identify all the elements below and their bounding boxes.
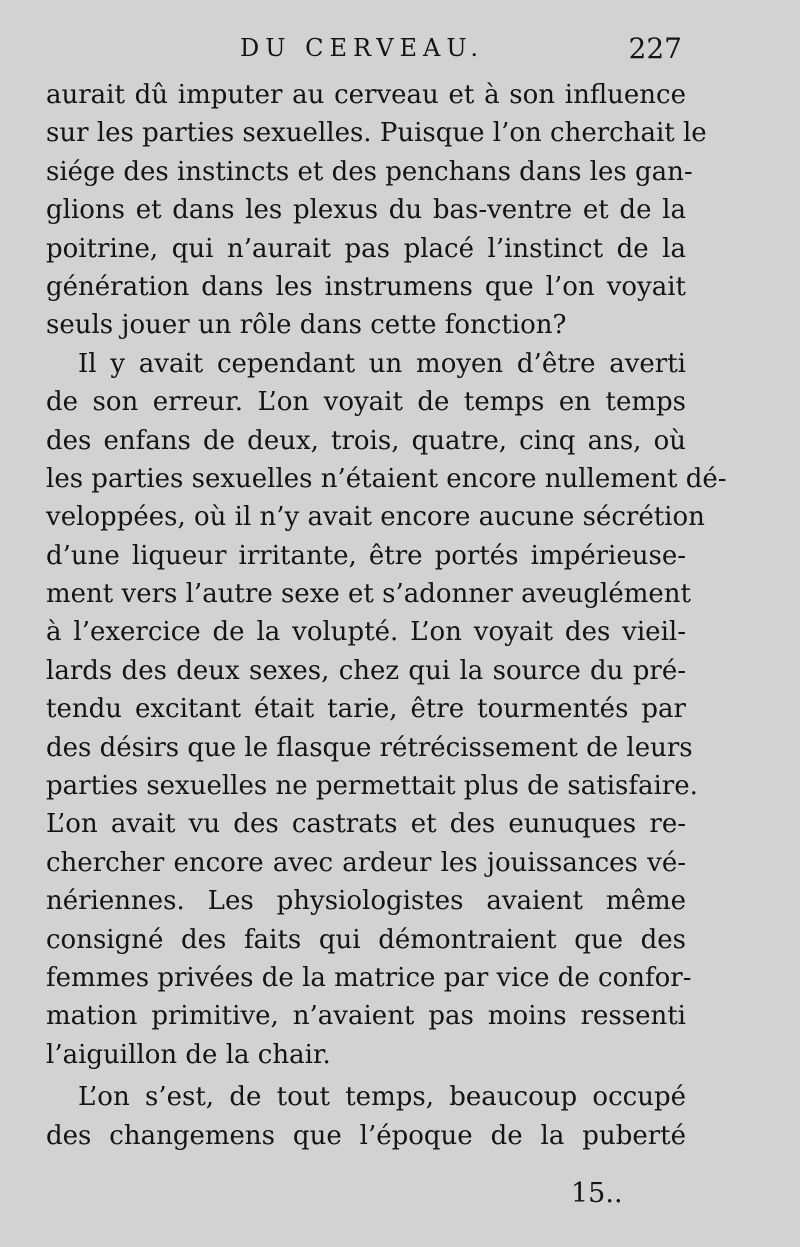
text-line: aurait dû imputer au cerveau et à son influence	[46, 80, 686, 110]
text-line: ment vers l’autre sexe et s’adonner aveuglément	[46, 579, 691, 610]
text-line: veloppées, où il n’y avait encore aucune sécrétion	[46, 502, 705, 533]
text-line: lards des deux sexes, chez qui la source du pré-	[46, 655, 686, 686]
text-line: sur les parties sexuelles. Puisque l’on cherchait le	[46, 118, 707, 149]
text-line: des enfans de deux, trois, quatre, cinq ans, où	[46, 425, 686, 456]
text-line: siége des instincts et des penchans dans les gan-	[46, 156, 693, 187]
paragraph-3	[46, 1078, 686, 1155]
text-line: mation primitive, n’avaient pas moins ressenti	[46, 1001, 686, 1032]
signature-mark: 15..	[571, 1178, 623, 1209]
running-title: DU CERVEAU.	[240, 34, 485, 62]
text-line: femmes privées de la matrice par vice de confor-	[46, 962, 692, 993]
text-line: l’aiguillon de la chair.	[46, 1039, 331, 1070]
text-line: chercher encore avec ardeur les jouissances vé-	[46, 847, 686, 878]
text-line: seuls jouer un rôle dans cette fonction?	[46, 310, 567, 341]
text-line: L’on s’est, de tout temps, beaucoup occupé	[78, 1082, 686, 1113]
text-line: des changemens que l’époque de la puberté	[46, 1120, 686, 1151]
running-head	[0, 30, 800, 70]
text-line: les parties sexuelles n’étaient encore nullement dé-	[46, 463, 727, 494]
text-line: consigné des faits qui démontraient que des	[46, 924, 686, 955]
text-line: L’on avait vu des castrats et des eunuques re-	[46, 809, 686, 840]
text-line: des désirs que le flasque rétrécissement de leurs	[46, 732, 693, 763]
text-line: Il y avait cependant un moyen d’être averti	[78, 348, 686, 379]
text-line: de son erreur. L’on voyait de temps en temps	[46, 387, 686, 418]
body-text	[46, 76, 727, 1155]
text-line: nériennes. Les physiologistes avaient même	[46, 886, 686, 917]
text-line: tendu excitant était tarie, être tourmentés par	[46, 694, 686, 725]
paragraph-1	[46, 76, 707, 345]
text-line: à l’exercice de la volupté. L’on voyait des vieil-	[46, 617, 686, 648]
text-line: poitrine, qui n’aurait pas placé l’instinct de la	[46, 233, 686, 264]
paragraph-2	[46, 345, 727, 1074]
text-line: d’une liqueur irritante, être portés impérieuse-	[46, 540, 686, 571]
text-line: glions et dans les plexus du bas-ventre et de la	[46, 195, 686, 226]
page-number: 227	[628, 32, 682, 65]
text-line: génération dans les instrumens que l’on voyait	[46, 271, 686, 302]
text-line: parties sexuelles ne permettait plus de satisfaire.	[46, 771, 698, 802]
